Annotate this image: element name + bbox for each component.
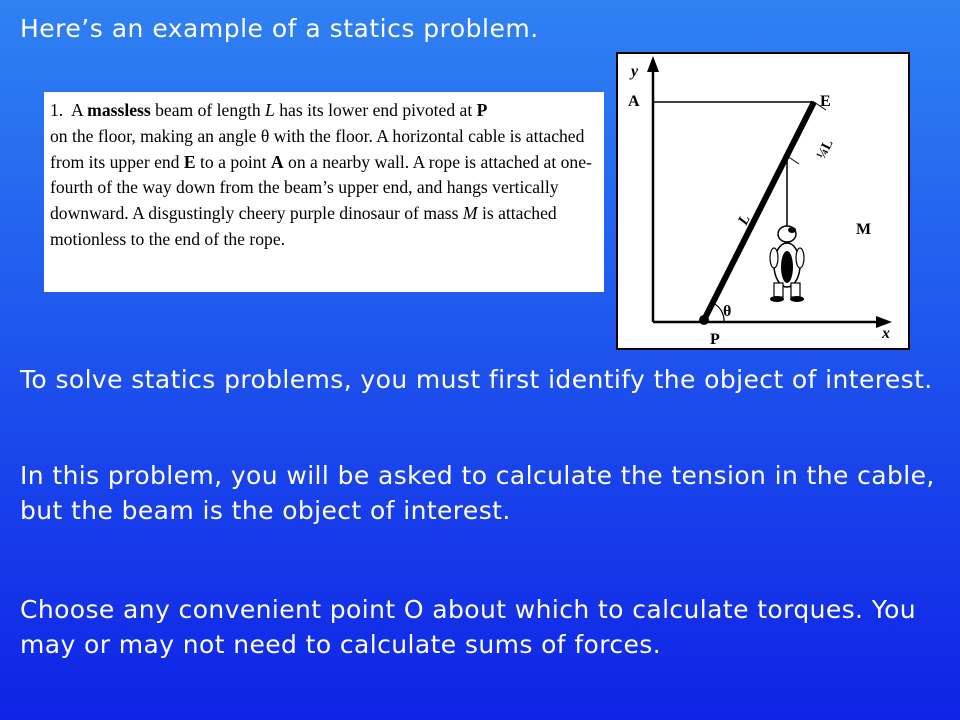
angle-label: θ (723, 303, 732, 320)
mass-label: M (856, 221, 872, 238)
problem-statement (44, 92, 604, 292)
problem-segment: A (270, 151, 284, 172)
dinosaur-icon (770, 226, 804, 302)
quarter-length-bracket (787, 156, 799, 164)
paragraph-tension: In this problem, you will be asked to calculate the tension in the cable, but the beam is the object of interest. (20, 461, 935, 525)
y-axis-arrow-icon (647, 56, 659, 72)
beam-length-label: L (735, 212, 754, 228)
problem-segment: M (462, 203, 478, 224)
x-axis-label: x (882, 325, 890, 342)
problem-segment: on the floor, making an angle θ with the floor. A horizontal cable is attached from its upper end (50, 125, 585, 172)
problem-body (50, 126, 592, 249)
paragraph-object-of-interest: To solve statics problems, you must first identify the object of interest. (20, 365, 933, 394)
quarter-length-label: ¼L (814, 137, 837, 162)
label-point-p: P (710, 331, 720, 348)
y-axis-label: y (631, 63, 639, 80)
paragraph-torques: Choose any convenient point O about which to calculate torques. You may or may not need to calculate sums of forces. (20, 595, 917, 659)
label-point-e: E (820, 93, 831, 110)
problem-segment: on a nearby wall. A rope is attached at one-fourth of the way down from the beam’s upper end, and hangs vertically downward. A disgustingly cheery purple dinosaur of mass (50, 151, 592, 224)
problem-segment: is attached motionless to the end of the rope. (50, 203, 557, 249)
slide-title: Here’s an example of a statics problem. (20, 14, 539, 43)
problem-line: 1. A massless beam of length L has its lower end pivoted at P (50, 100, 488, 120)
label-point-a: A (628, 93, 640, 110)
diagram-svg (618, 54, 908, 348)
problem-number: 1. (50, 100, 64, 120)
problem-segment: E (183, 151, 196, 172)
pivot-point (699, 315, 709, 325)
beam-diagram (616, 52, 910, 350)
problem-segment: to a point (195, 151, 271, 172)
